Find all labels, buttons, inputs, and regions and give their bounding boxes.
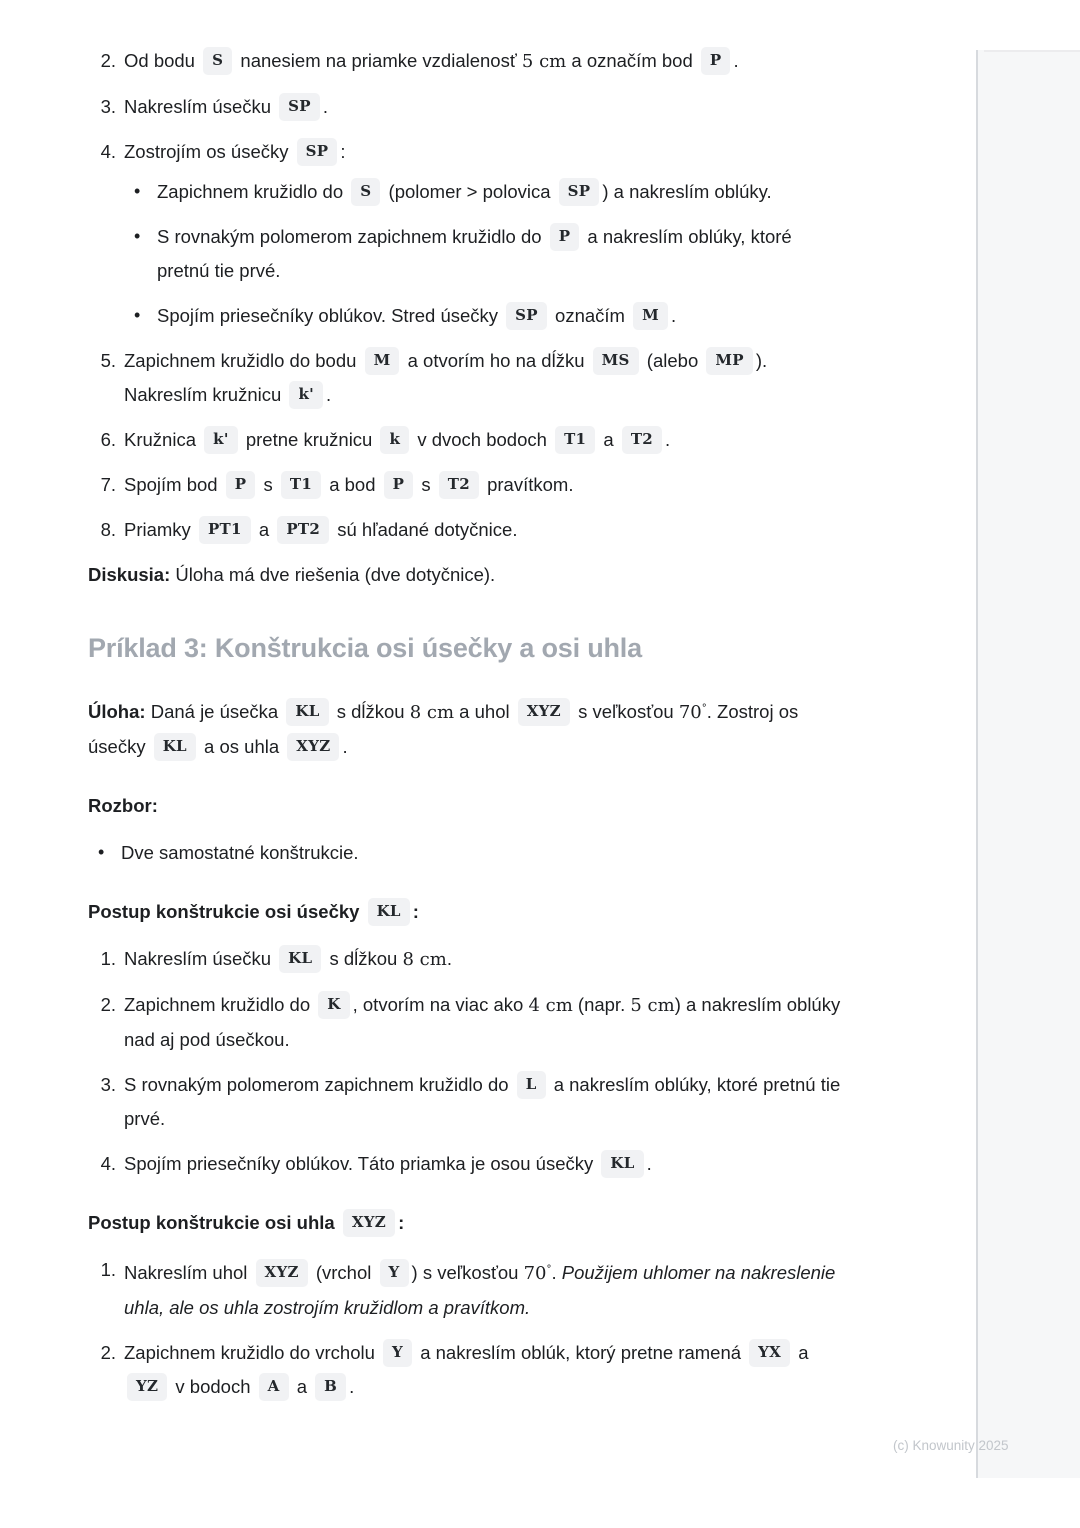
math-value: 5 cm [521, 51, 567, 72]
step-number: 1. [100, 1259, 116, 1280]
code-chip: XYZ [287, 733, 339, 761]
step-text: Zapichnem kružidlo do K , otvorím na viac ako 4 cm (napr. 5 cm) a nakreslím oblúky nad aj pod úsečkou. [124, 994, 840, 1050]
code-chip: KL [279, 945, 321, 973]
example3-title: Príklad 3: Konštrukcia osi úsečky a osi uhla [88, 633, 642, 663]
step-item [88, 468, 848, 502]
code-chip: SP [297, 138, 338, 166]
step-text: Priamky PT1 a PT2 sú hľadané dotyčnice. [124, 519, 517, 540]
code-chip: A [259, 1373, 289, 1401]
code-chip: XYZ [256, 1259, 308, 1287]
copyright-watermark: (c) Knowunity 2025 [893, 1438, 1009, 1453]
step-text: Kružnica k' pretne kružnicu k v dvoch bodoch T1 a T2 . [124, 429, 670, 450]
step-text: Zostrojím os úsečky SP : [124, 141, 346, 162]
step-item [88, 1336, 848, 1404]
code-chip: T2 [439, 471, 479, 499]
italic-note: Použijem uhlomer na nakreslenie uhla, ale os uhla zostrojím kružidlom a pravítkom. [124, 1262, 836, 1318]
code-chip: P [701, 47, 731, 75]
math-value: 5 cm [630, 995, 675, 1016]
rozbor-bullet-list [88, 836, 848, 870]
axis-segment-steps-list [88, 942, 848, 1181]
math-value: 8 cm [409, 702, 455, 723]
step-number: 4. [100, 1153, 116, 1174]
code-chip: MP [706, 347, 752, 375]
step-number: 8. [100, 519, 116, 540]
step-text: Nakreslím úsečku KL s dĺžkou 8 cm. [124, 948, 452, 969]
code-chip: T1 [555, 426, 595, 454]
step-number: 1. [100, 948, 116, 969]
step-item [88, 1253, 848, 1325]
code-chip: k [380, 426, 409, 454]
rozbor-heading: Rozbor: [88, 795, 158, 816]
step-number: 2. [100, 994, 116, 1015]
step-text: Zapichnem kružidlo do vrcholu Y a nakreslím oblúk, ktorý pretne ramená YX a YZ v bodoch A a B . [124, 1342, 809, 1397]
task-label: Úloha: [88, 701, 146, 722]
step-text: Nakreslím úsečku SP . [124, 96, 328, 117]
step-number: 6. [100, 429, 116, 450]
axis-angle-steps-list [88, 1253, 848, 1404]
panel-top-rule [984, 50, 1080, 52]
step-item [88, 44, 848, 79]
code-chip: M [365, 347, 400, 375]
step-number: 3. [100, 1074, 116, 1095]
discussion-paragraph [88, 558, 848, 592]
step-number: 2. [100, 50, 116, 71]
task-paragraph [88, 692, 848, 764]
code-chip: KL [286, 698, 328, 726]
code-chip: SP [559, 178, 600, 206]
code-chip: M [633, 302, 668, 330]
math-value: 8 cm [402, 949, 447, 970]
code-chip: k' [289, 381, 323, 409]
code-chip: Y [380, 1259, 409, 1287]
step-item [88, 423, 848, 457]
step-number: 3. [100, 96, 116, 117]
code-chip: S [351, 178, 380, 206]
document-content [88, 44, 848, 1415]
code-chip: KL [601, 1150, 643, 1178]
task-body: Daná je úsečka KL s dĺžkou 8 cm a uhol XYZ s veľkosťou 70°. Zostroj os úsečky KL a os uhla XYZ . [88, 701, 798, 757]
code-chip: XYZ [518, 698, 570, 726]
code-chip: XYZ [343, 1209, 395, 1237]
step-item [88, 988, 848, 1057]
step-sub-list [124, 175, 848, 333]
code-chip: S [203, 47, 232, 75]
discussion-text: Úloha má dve riešenia (dve dotyčnice). [170, 564, 496, 585]
code-chip: L [517, 1071, 546, 1099]
step-text: Od bodu S nanesiem na priamke vzdialenosť 5 cm a označím bod P . [124, 50, 739, 71]
sub-bullet-item: • Zapichnem kružidlo do S (polomer > polovica SP ) a nakreslím oblúky. [124, 175, 848, 209]
discussion-label: Diskusia: [88, 564, 171, 585]
code-chip: P [384, 471, 414, 499]
sub-bullet-item: • S rovnakým polomerom zapichnem kružidlo do P a nakreslím oblúky, ktoré pretnú tie prvé. [124, 220, 848, 288]
angle-value: 70° [523, 1263, 552, 1284]
code-chip: YZ [127, 1373, 167, 1401]
step-item [88, 135, 848, 333]
step-item [88, 1068, 848, 1136]
axis-segment-heading: Postup konštrukcie osi úsečky KL : [88, 896, 848, 928]
step-item [88, 344, 848, 412]
code-chip: T2 [622, 426, 662, 454]
step-number: 7. [100, 474, 116, 495]
code-chip: KL [368, 898, 410, 926]
step-text: Spojím priesečníky oblúkov. Táto priamka je osou úsečky KL . [124, 1153, 652, 1174]
step-item [88, 942, 848, 977]
step-text: S rovnakým polomerom zapichnem kružidlo do L a nakreslím oblúky, ktoré pretnú tie prvé. [124, 1074, 840, 1129]
code-chip: YX [749, 1339, 790, 1367]
step-number: 4. [100, 141, 116, 162]
angle-value: 70° [678, 702, 707, 723]
code-chip: P [550, 223, 580, 251]
code-chip: K [318, 991, 349, 1019]
code-chip: SP [279, 93, 320, 121]
code-chip: Y [383, 1339, 412, 1367]
code-chip: PT2 [277, 516, 329, 544]
math-value: 4 cm [528, 995, 573, 1016]
code-chip: B [315, 1373, 346, 1401]
code-chip: SP [506, 302, 547, 330]
sub-bullet-item: • Spojím priesečníky oblúkov. Stred úsečky SP označím M . [124, 299, 848, 333]
code-chip: T1 [281, 471, 321, 499]
step-text: Nakreslím uhol XYZ (vrchol Y ) s veľkosťou 70°. Použijem uhlomer na nakreslenie uhla, ale os uhla zostrojím kružidlom a pravítkom. [124, 1262, 835, 1318]
code-chip: P [226, 471, 256, 499]
step-item [88, 90, 848, 124]
code-chip: MS [593, 347, 639, 375]
axis-angle-heading: Postup konštrukcie osi uhla XYZ : [88, 1207, 848, 1239]
step-item [88, 513, 848, 547]
code-chip: k' [204, 426, 238, 454]
example2-steps-list [88, 44, 848, 547]
right-side-panel [976, 50, 1080, 1478]
step-item [88, 1147, 848, 1181]
bullet-item: • Dve samostatné konštrukcie. [88, 836, 848, 870]
step-number: 5. [100, 350, 116, 371]
step-text: Zapichnem kružidlo do bodu M a otvorím ho na dĺžku MS (alebo MP ). Nakreslím kružnicu k' . [124, 350, 767, 405]
code-chip: KL [154, 733, 196, 761]
step-number: 2. [100, 1342, 116, 1363]
step-text: Spojím bod P s T1 a bod P s T2 pravítkom. [124, 474, 573, 495]
code-chip: PT1 [199, 516, 251, 544]
